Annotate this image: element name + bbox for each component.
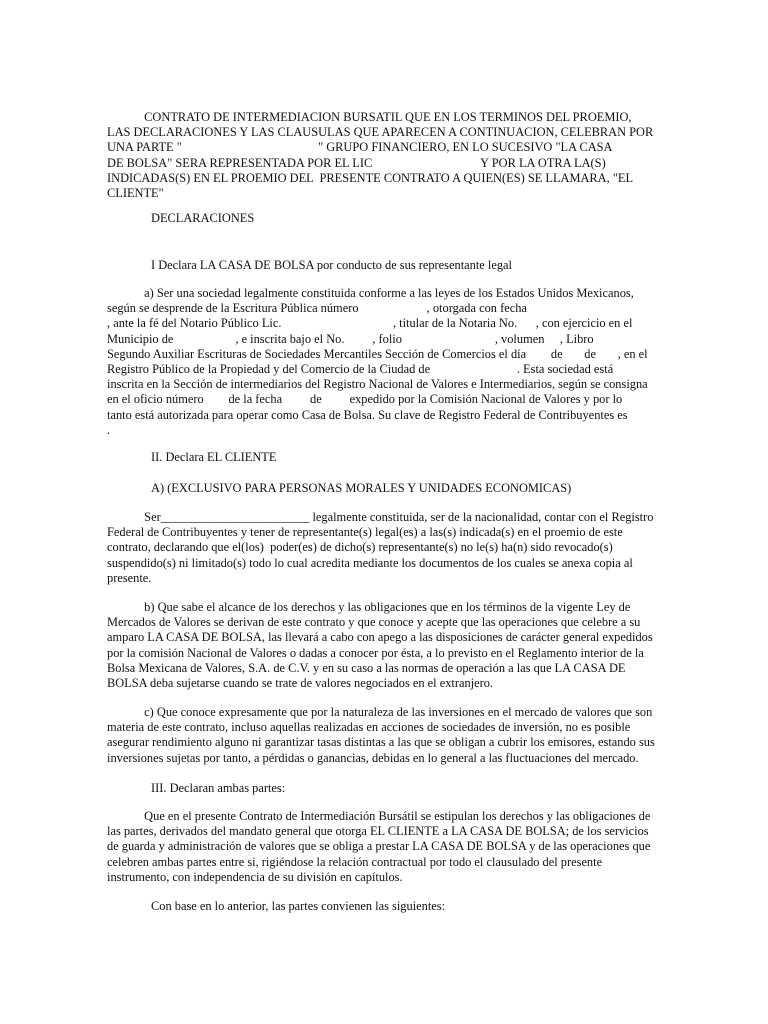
text-line: en el oficio número de la fecha de expedido por la Comisión Nacional de Valores y por lo [107, 392, 623, 407]
text-line: Segundo Auxiliar Escrituras de Sociedades Mercantiles Sección de Comercios el día de de , en el [107, 346, 648, 361]
section-iii-closing: Con base en lo anterior, las partes convienen las siguientes: [151, 899, 446, 913]
text-line: DE BOLSA" SERA REPRESENTADA POR EL LIC Y POR LA OTRA LA(S) [107, 155, 606, 170]
text-line: INDICADAS(S) EN EL PROEMIO DEL PRESENTE CONTRATO A QUIEN(ES) SE LLAMARA, "EL [107, 170, 634, 185]
text-line: contrato, declarando que el(los) poder(es) de dicho(s) representante(s) no le(s) ha(n) sido revocado(s) [107, 540, 613, 555]
text-line: CLIENTE" [107, 186, 164, 201]
section-i-paragraph-a [107, 286, 667, 438]
text-line: b) Que sabe el alcance de los derechos y las obligaciones que en los términos de la vigente Ley de [107, 600, 631, 614]
text-line: instrumento, con independencia de su división en capítulos. [107, 869, 403, 884]
section-ii-paragraph-b [107, 600, 667, 691]
section-ii-paragraph-ser [107, 510, 667, 586]
text-line: las partes, derivados del mandato general que otorga EL CLIENTE a LA CASA DE BOLSA; de los servicios [107, 824, 649, 839]
text-line: amparo LA CASA DE BOLSA, las llevará a cabo con apego a las disposiciones de carácter general expedidos [107, 630, 653, 645]
text-line: , ante la fé del Notario Público Lic. , titular de la Notaria No. , con ejercicio en el [107, 316, 633, 331]
section-ii-heading: II. Declara EL CLIENTE [151, 450, 277, 464]
text-line: Bolsa Mexicana de Valores, S.A. de C.V. y en su caso a las normas de operación a las que LA CASA DE [107, 660, 626, 675]
text-line: tanto está autorizada para operar como Casa de Bolsa. Su clave de Registro Federal de Contribuyentes es [107, 407, 628, 422]
text-line: presente. [107, 570, 152, 585]
contract-title [107, 110, 667, 201]
section-iii-heading: III. Declaran ambas partes: [151, 781, 286, 795]
text-line: c) Que conoce expresamente que por la naturaleza de las inversiones en el mercado de valores que son [107, 705, 653, 719]
text-line: Federal de Contribuyentes y tener de representante(s) legal(es) a las(s) indicada(s) en el proemio de este [107, 525, 623, 540]
text-line: CONTRATO DE INTERMEDIACION BURSATIL QUE EN LOS TERMINOS DEL PROEMIO, [107, 110, 632, 124]
text-line: a) Ser una sociedad legalmente constituida conforme a las leyes de los Estados Unidos Mexicanos, [107, 286, 634, 300]
text-line: según se desprende de la Escritura Pública número , otorgada con fecha [107, 301, 527, 316]
section-ii-paragraph-c [107, 705, 667, 766]
section-iii-paragraph [107, 809, 667, 885]
text-line: inscrita en la Sección de intermediarios del Registro Nacional de Valores e Intermediarios, según se consigna [107, 377, 648, 392]
text-line: de guarda y administración de valores que se obliga a prestar LA CASA DE BOLSA y de las operaciones que [107, 839, 651, 854]
declaraciones-heading: DECLARACIONES [151, 211, 255, 225]
text-line: celebren ambas partes entre si, rigiéndose la relación contractual por todo el clausulado del presente [107, 854, 603, 869]
text-line: LAS DECLARACIONES Y LAS CLAUSULAS QUE APARECEN A CONTINUACION, CELEBRAN POR [107, 125, 654, 140]
text-line: Registro Público de la Propiedad y del Comercio de la Ciudad de . Esta sociedad está [107, 362, 614, 377]
text-line: inversiones sujetas por tanto, a pérdidas o ganancias, debidas en lo general a las fluctuaciones del mercado. [107, 750, 639, 765]
text-line: Mercados de Valores se derivan de este contrato y que conoce y acepte que las operaciones que celebre a su [107, 615, 641, 630]
text-line: BOLSA deba sujetarse cuando se trate de valores negociados en el extranjero. [107, 676, 494, 691]
text-line: suspendido(s) ni limitado(s) todo lo cual acredita mediante los documentos de los cuales se anexa copia al [107, 555, 633, 570]
text-line: UNA PARTE " " GRUPO FINANCIERO, EN LO SUCESIVO "LA CASA [107, 140, 613, 155]
text-line: Ser________________________ legalmente constituida, ser de la nacionalidad, contar con el Registro [107, 510, 654, 524]
text-line: Que en el presente Contrato de Intermediación Bursátil se estipulan los derechos y las obligaciones de [107, 809, 651, 823]
text-line: . [107, 422, 111, 437]
text-line: por la comisión Nacional de Valores o dadas a conocer por ésta, a lo previsto en el Reglamento interior de la [107, 645, 644, 660]
text-line: Municipio de , e inscrita bajo el No. , folio , volumen , Libro [107, 331, 594, 346]
text-line: materia de este contrato, incluso aquellas realizadas en acciones de sociedades de inversión, no es posible [107, 720, 631, 735]
section-ii-subheading: A) (EXCLUSIVO PARA PERSONAS MORALES Y UNIDADES ECONOMICAS) [151, 481, 572, 495]
section-i-heading: I Declara LA CASA DE BOLSA por conducto de sus representante legal [151, 258, 512, 272]
text-line: asegurar rendimiento alguno ni garantizar tasas distintas a las que se obligan a cubrir los emisores, estando sus [107, 735, 655, 750]
